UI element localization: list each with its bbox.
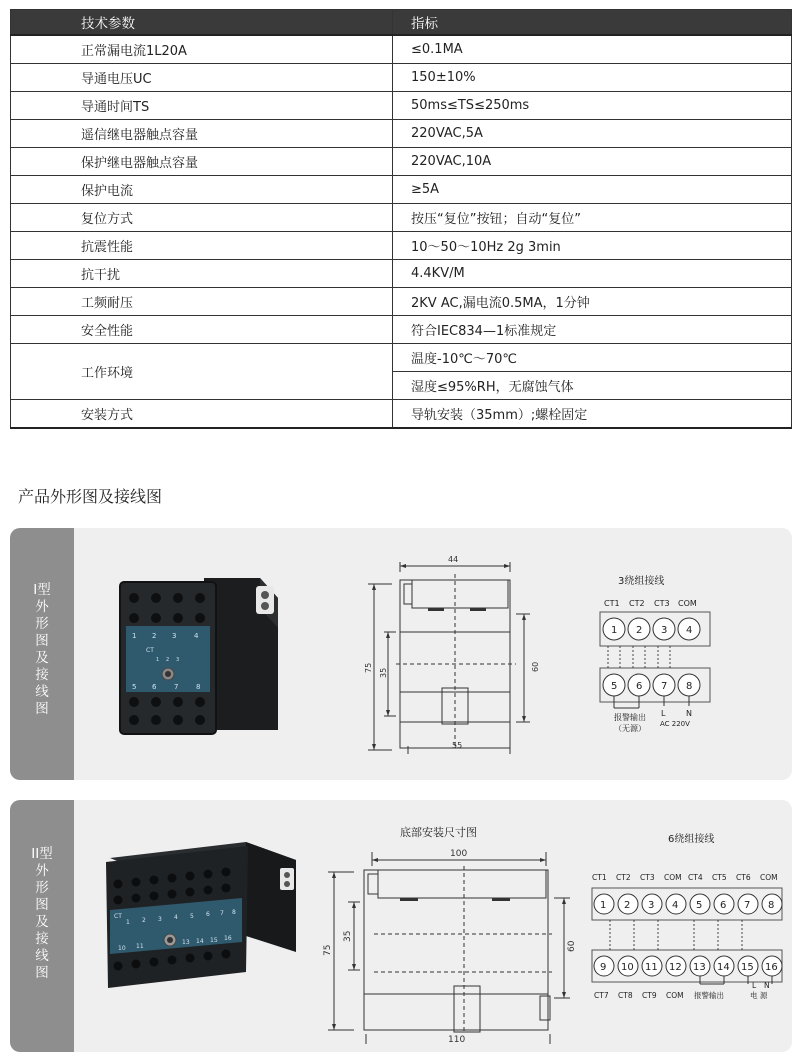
param-cell: 安全性能 bbox=[11, 316, 393, 344]
value-cell: 10～50～10Hz 2g 3min bbox=[393, 232, 792, 260]
t2-2: 2 bbox=[624, 900, 631, 911]
table-row bbox=[11, 260, 792, 288]
device-mid-1: 1 bbox=[156, 657, 160, 663]
terminal-5: 5 bbox=[611, 681, 618, 692]
table-row bbox=[11, 148, 792, 176]
param-cell: 保护继电器触点容量 bbox=[11, 148, 393, 176]
device-terminal-6: 6 bbox=[152, 683, 157, 691]
param-cell: 导通电压UC bbox=[11, 64, 393, 92]
header-param: 技术参数 bbox=[11, 10, 393, 36]
wiring2-label-ct9: CT9 bbox=[642, 991, 657, 1000]
value-cell: 2KV AC,漏电流0.5MA，1分钟 bbox=[393, 288, 792, 316]
table-row bbox=[11, 344, 792, 372]
param-cell: 工作环境 bbox=[11, 344, 393, 400]
table-row bbox=[11, 92, 792, 120]
t2-11: 11 bbox=[645, 962, 658, 973]
wiring2-label-com2: COM bbox=[760, 873, 778, 882]
alarm-output-note: （无源） bbox=[614, 724, 646, 733]
dim2-right: 60 bbox=[567, 940, 577, 952]
t2-10: 10 bbox=[621, 962, 634, 973]
t2-9: 9 bbox=[600, 962, 607, 973]
terminal-1: 1 bbox=[611, 625, 618, 636]
type2-wiring-diagram bbox=[586, 828, 786, 1014]
value-cell: 220VAC,10A bbox=[393, 148, 792, 176]
dim-bottom: 55 bbox=[452, 741, 463, 750]
value-cell: 导轨安装（35mm）;螺栓固定 bbox=[393, 400, 792, 429]
wiring2-label-ct3: CT3 bbox=[640, 873, 655, 882]
dim2-top: 100 bbox=[450, 849, 468, 859]
terminal-2: 2 bbox=[636, 625, 643, 636]
table-row bbox=[11, 35, 792, 64]
value-cell: 150±10% bbox=[393, 64, 792, 92]
t2-6: 6 bbox=[720, 900, 727, 911]
power-n: N bbox=[686, 709, 692, 718]
param-cell: 导通时间TS bbox=[11, 92, 393, 120]
value-cell: 温度-10℃～70℃ bbox=[393, 344, 792, 372]
wiring-title: 3绕组接线 bbox=[618, 576, 665, 587]
spec-table bbox=[10, 9, 792, 429]
t2-16: 16 bbox=[765, 962, 778, 973]
param-cell: 正常漏电流1L20A bbox=[11, 35, 393, 64]
value-cell: 50ms≤TS≤250ms bbox=[393, 92, 792, 120]
dim2-inner: 35 bbox=[343, 930, 353, 942]
table-row bbox=[11, 400, 792, 429]
power-label: AC 220V bbox=[660, 720, 690, 728]
wiring2-label-com1: COM bbox=[664, 873, 682, 882]
value-cell: ≥5A bbox=[393, 176, 792, 204]
wiring2-label-ct5: CT5 bbox=[712, 873, 727, 882]
value-cell: 湿度≤95%RH，无腐蚀气体 bbox=[393, 372, 792, 400]
param-cell: 工频耐压 bbox=[11, 288, 393, 316]
wiring2-label-ct7: CT7 bbox=[594, 991, 609, 1000]
value-cell: ≤0.1MA bbox=[393, 35, 792, 64]
table-row bbox=[11, 232, 792, 260]
device-terminal-2: 2 bbox=[152, 632, 157, 640]
wiring2-alarm-label: 报警输出 bbox=[694, 991, 724, 1000]
wiring2-power-l: L bbox=[752, 981, 757, 990]
value-cell: 按压“复位”按钮；自动“复位” bbox=[393, 204, 792, 232]
device-ct-label: CT bbox=[146, 647, 154, 654]
dim2-left: 75 bbox=[323, 944, 333, 956]
table-row bbox=[11, 120, 792, 148]
alarm-output-label: 报警输出 bbox=[614, 713, 646, 722]
wiring2-label-ct6: CT6 bbox=[736, 873, 751, 882]
table-row bbox=[11, 204, 792, 232]
device-terminal-4: 4 bbox=[194, 632, 199, 640]
device-mid-3: 3 bbox=[176, 657, 180, 663]
header-value: 指标 bbox=[393, 10, 792, 36]
table-row bbox=[11, 288, 792, 316]
t2-13: 13 bbox=[693, 962, 706, 973]
wiring2-label-ct2: CT2 bbox=[616, 873, 631, 882]
param-cell: 遥信继电器触点容量 bbox=[11, 120, 393, 148]
t2-4: 4 bbox=[672, 900, 679, 911]
value-cell: 220VAC,5A bbox=[393, 120, 792, 148]
drawing-title: 底部安装尺寸图 bbox=[400, 826, 477, 839]
wiring2-label-ct8: CT8 bbox=[618, 991, 633, 1000]
device2-t4: 4 bbox=[174, 914, 178, 921]
param-cell: 抗震性能 bbox=[11, 232, 393, 260]
device2-b13: 13 bbox=[182, 939, 190, 946]
wiring2-power-label: 电 源 bbox=[750, 991, 768, 1000]
device2-b16: 16 bbox=[224, 935, 232, 942]
device2-t8: 8 bbox=[232, 909, 236, 916]
param-cell: 抗干扰 bbox=[11, 260, 393, 288]
param-cell: 复位方式 bbox=[11, 204, 393, 232]
device-terminal-8: 8 bbox=[196, 683, 201, 691]
device2-t1: 1 bbox=[126, 919, 130, 926]
terminal-4: 4 bbox=[686, 625, 693, 636]
device-mid-2: 2 bbox=[166, 657, 170, 663]
dim-inner: 35 bbox=[379, 667, 388, 678]
device2-t7: 7 bbox=[220, 910, 224, 917]
t2-12: 12 bbox=[669, 962, 682, 973]
type1-dimension-drawing bbox=[356, 554, 546, 754]
t2-7: 7 bbox=[744, 900, 751, 911]
dim-right: 60 bbox=[531, 661, 540, 672]
t2-14: 14 bbox=[717, 962, 730, 973]
type2-dimension-drawing bbox=[314, 822, 578, 1048]
t2-1: 1 bbox=[600, 900, 607, 911]
device-terminal-1: 1 bbox=[132, 632, 137, 640]
type1-device-image bbox=[112, 568, 284, 738]
power-l: L bbox=[661, 709, 666, 718]
device2-b15: 15 bbox=[210, 937, 218, 944]
type1-label: I型外形图及接线图 bbox=[33, 582, 51, 717]
wiring2-label-com3: COM bbox=[666, 991, 684, 1000]
device-terminal-5: 5 bbox=[132, 683, 137, 691]
value-cell: 4.4KV/M bbox=[393, 260, 792, 288]
wiring-label-ct3: CT3 bbox=[654, 599, 670, 608]
wiring-label-ct1: CT1 bbox=[604, 599, 620, 608]
type1-wiring-diagram bbox=[596, 572, 720, 740]
wiring2-power-n: N bbox=[764, 981, 770, 990]
device-terminal-7: 7 bbox=[174, 683, 179, 691]
type2-label: II型外形图及接线图 bbox=[31, 846, 53, 981]
param-cell: 保护电流 bbox=[11, 176, 393, 204]
device2-t2: 2 bbox=[142, 917, 146, 924]
device-terminal-3: 3 bbox=[172, 632, 177, 640]
param-cell: 安装方式 bbox=[11, 400, 393, 429]
type1-panel bbox=[10, 528, 792, 780]
dim-left: 75 bbox=[364, 662, 373, 673]
device2-b10: 10 bbox=[118, 945, 126, 952]
terminal-8: 8 bbox=[686, 681, 693, 692]
device2-b14: 14 bbox=[196, 938, 204, 945]
dim-top: 44 bbox=[448, 555, 459, 564]
device2-b11: 11 bbox=[136, 943, 144, 950]
wiring2-label-ct1: CT1 bbox=[592, 873, 607, 882]
device2-t6: 6 bbox=[206, 911, 210, 918]
table-row bbox=[11, 64, 792, 92]
dim2-bottom: 110 bbox=[448, 1035, 466, 1045]
wiring2-title: 6绕组接线 bbox=[668, 834, 715, 845]
table-row bbox=[11, 176, 792, 204]
terminal-7: 7 bbox=[661, 681, 668, 692]
device2-t3: 3 bbox=[158, 916, 162, 923]
wiring-label-ct2: CT2 bbox=[629, 599, 645, 608]
table-row bbox=[11, 316, 792, 344]
device2-ct-label: CT bbox=[114, 913, 122, 920]
wiring-label-com: COM bbox=[678, 599, 697, 608]
t2-5: 5 bbox=[696, 900, 703, 911]
type2-panel bbox=[10, 800, 792, 1052]
spec-table-header bbox=[11, 10, 792, 36]
t2-8: 8 bbox=[768, 900, 775, 911]
terminal-3: 3 bbox=[661, 625, 668, 636]
type2-device-image bbox=[96, 832, 306, 992]
t2-15: 15 bbox=[741, 962, 754, 973]
terminal-6: 6 bbox=[636, 681, 643, 692]
section-title: 产品外形图及接线图 bbox=[18, 487, 163, 506]
device2-t5: 5 bbox=[190, 913, 194, 920]
t2-3: 3 bbox=[648, 900, 655, 911]
wiring2-label-ct4: CT4 bbox=[688, 873, 703, 882]
value-cell: 符合IEC834—1标准规定 bbox=[393, 316, 792, 344]
